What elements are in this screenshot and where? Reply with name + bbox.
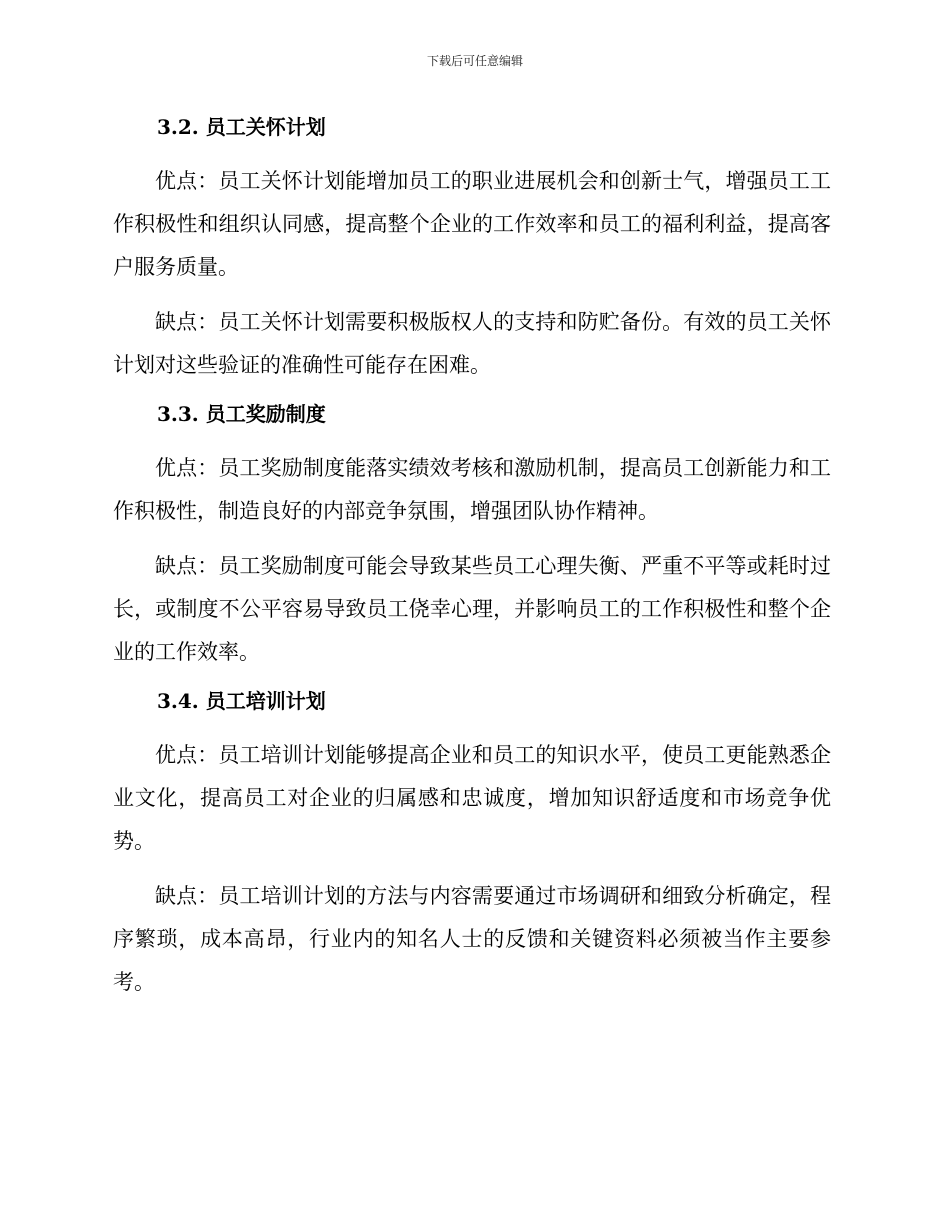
section-3-3-cons: 缺点：员工奖励制度可能会导致某些员工心理失衡、严重不平等或耗时过长，或制度不公平容易导致员工侥幸心理，并影响员工的工作积极性和整个企业的工作效率。 [113, 554, 831, 664]
section-3-4-pros: 优点：员工培训计划能够提高企业和员工的知识水平，使员工更能熟悉企业文化，提高员工对企业的归属感和忠诚度，增加知识舒适度和市场竞争优势。 [113, 743, 831, 853]
section-3-2-cons: 缺点：员工关怀计划需要积极版权人的支持和防贮备份。有效的员工关怀计划对这些验证的准确性可能存在困难。 [113, 310, 831, 377]
document-body [113, 112, 831, 1016]
section-heading-3-3: 3.3. 员工奖励制度 [157, 402, 326, 426]
section-3-3-pros: 优点：员工奖励制度能落实绩效考核和激励机制，提高员工创新能力和工作积极性，制造良好的内部竞争氛围，增强团队协作精神。 [113, 456, 831, 523]
section-heading-3-2: 3.2. 员工关怀计划 [157, 115, 326, 139]
page-header: 下载后可任意编辑 [426, 54, 523, 68]
section-3-2-pros: 优点：员工关怀计划能增加员工的职业进展机会和创新士气，增强员工工作积极性和组织认同感，提高整个企业的工作效率和员工的福利利益，提高客户服务质量。 [113, 169, 831, 279]
section-3-4-cons: 缺点：员工培训计划的方法与内容需要通过市场调研和细致分析确定，程序繁琐，成本高昂，行业内的知名人士的反馈和关键资料必须被当作主要参考。 [113, 884, 831, 994]
section-heading-3-4: 3.4. 员工培训计划 [157, 689, 326, 713]
